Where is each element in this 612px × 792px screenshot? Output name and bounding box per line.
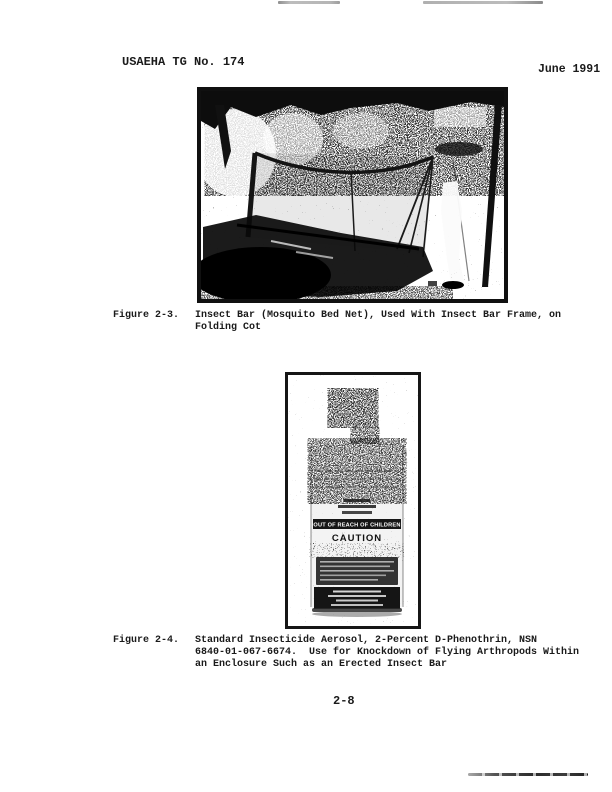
scan-artifact-top-right	[423, 1, 543, 4]
header-doc-id: USAEHA TG No. 174	[122, 55, 245, 69]
can-warning-text: OUT OF REACH OF CHILDREN	[313, 522, 401, 529]
caption-line: Standard Insecticide Aerosol, 2-Percent D-Phenothrin, NSN	[195, 635, 538, 646]
scan-artifact-bottom-right	[468, 773, 588, 776]
caption-line: 6840-01-067-6674. Use for Knockdown of Flying Arthropods Within	[195, 647, 580, 658]
aerosol-can-graphic	[288, 375, 418, 626]
figure-2-4-caption-text	[195, 635, 579, 671]
figure-2-3-label: Figure 2-3.	[113, 310, 180, 321]
scan-artifact-top-left	[278, 1, 340, 4]
figure-2-4-photo	[285, 372, 421, 629]
figure-2-4-label: Figure 2-4.	[113, 635, 180, 646]
caption-line: Folding Cot	[195, 322, 262, 333]
cot-photo-graphic	[201, 91, 504, 299]
page-number: 2-8	[333, 694, 355, 708]
caption-line: Insect Bar (Mosquito Bed Net), Used With Insect Bar Frame, on	[195, 310, 562, 321]
figure-2-3-caption-text	[195, 310, 561, 334]
figure-2-3-photo	[197, 87, 508, 303]
header-date: June 1991	[538, 63, 601, 76]
caption-line: an Enclosure Such as an Erected Insect Bar	[195, 659, 448, 670]
